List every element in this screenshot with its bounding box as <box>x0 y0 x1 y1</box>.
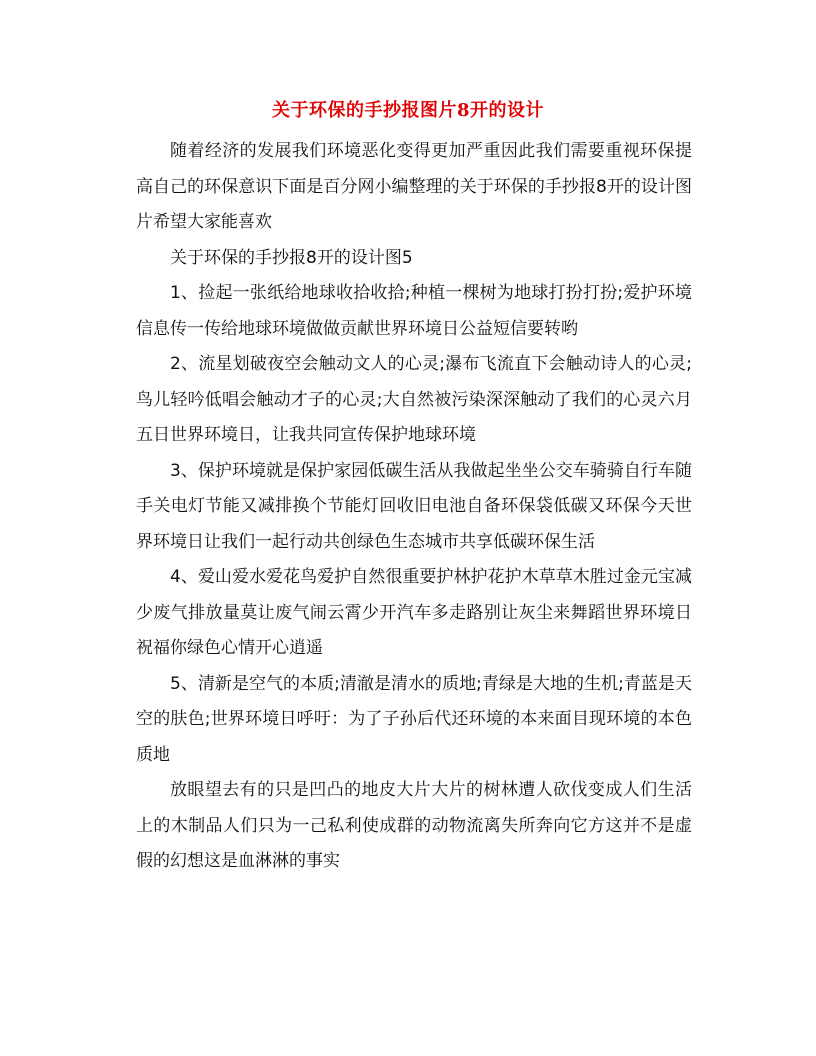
paragraph-item-3: 3、保护环境就是保护家园低碳生活从我做起坐坐公交车骑骑自行车随手关电灯节能又减排换个节能灯回收旧电池自备环保袋低碳又环保今天世界环境日让我们一起行动共创绿色生态城市共享低碳环保生活 <box>136 460 692 552</box>
paragraph-item-1: 1、捡起一张纸给地球收拾收拾;种植一棵树为地球打扮打扮;爱护环境信息传一传给地球环境做做贡献世界环境日公益短信要转哟 <box>136 283 692 339</box>
paragraph-intro: 随着经济的发展我们环境恶化变得更加严重因此我们需要重视环保提高自己的环保意识下面是百分网小编整理的关于环保的手抄报8开的设计图片希望大家能喜欢 <box>136 141 692 232</box>
paragraph-item-2: 2、流星划破夜空会触动文人的心灵;瀑布飞流直下会触动诗人的心灵;鸟儿轻吟低唱会触动才子的心灵;大自然被污染深深触动了我们的心灵六月五日世界环境日，让我共同宣传保护地球环境 <box>136 354 692 445</box>
paragraph-closing: 放眼望去有的只是凹凸的地皮大片大片的树林遭人砍伐变成人们生活上的木制品人们只为一己私利使成群的动物流离失所奔向它方这并不是虚假的幻想这是血淋淋的事实 <box>136 780 692 871</box>
document-body <box>136 134 692 880</box>
paragraph-subtitle: 关于环保的手抄报8开的设计图5 <box>170 247 413 268</box>
paragraph-item-4: 4、爱山爱水爱花鸟爱护自然很重要护林护花护木草草木胜过金元宝减少废气排放量莫让废气闹云霄少开汽车多走路别让灰尘来舞蹈世界环境日祝福你绿色心情开心逍遥 <box>136 567 692 658</box>
document-title: 关于环保的手抄报图片8开的设计 <box>271 100 545 121</box>
paragraph-item-5: 5、清新是空气的本质;清澈是清水的质地;青绿是大地的生机;青蓝是天空的肤色;世界环境日呼吁：为了子孙后代还环境的本来面目现环境的本色质地 <box>136 673 692 765</box>
